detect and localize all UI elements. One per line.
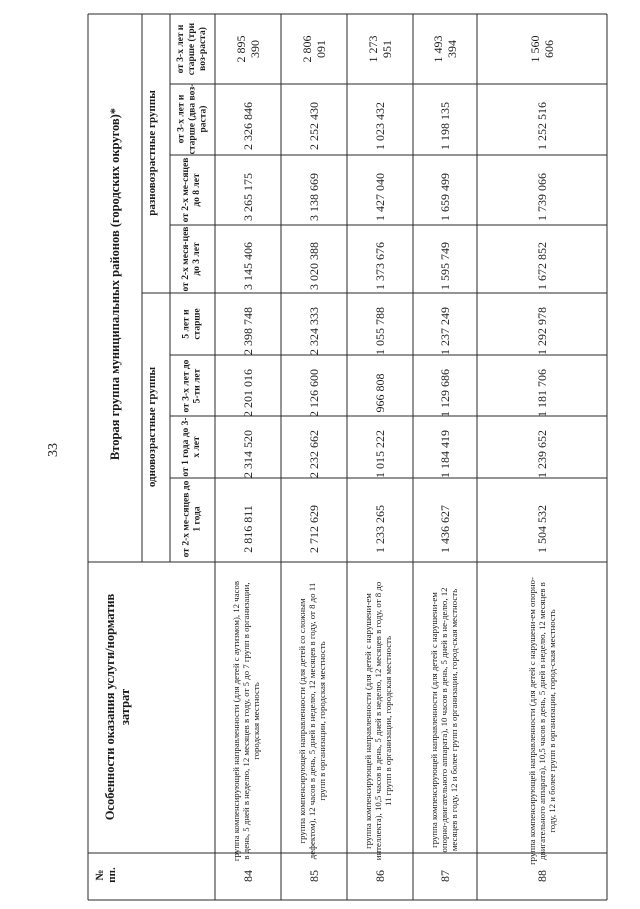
page-number: 33 [46, 443, 61, 457]
header-age-col-8: от 3-х лет и старше (три воз-раста) [175, 22, 208, 76]
row-number: 84 [240, 870, 255, 882]
row-description: группа компенсирующей направленности (для детей со сложным дефектом), 12 часов в день, 5 дней в неделю, 12 месяцев в году, от 8 до 11 групп в организации, городская местность [297, 582, 327, 860]
header-same-age: одновозрастные группы [146, 366, 158, 488]
row-value: 1 373 676 [373, 242, 387, 290]
row-value: 1 595 749 [438, 242, 452, 290]
header-mixed-age: разновозрастные группы [146, 90, 158, 216]
row-number: 87 [437, 870, 452, 882]
row-value: 2 126 600 [307, 369, 321, 417]
row-value: 1 739 066 [535, 173, 549, 221]
header-age-col-1: от 2-х ме-сяцев до 1 года [181, 480, 203, 558]
row-number: 85 [306, 870, 321, 882]
row-value: 3 265 175 [241, 173, 255, 221]
header-age-col-7: от 3-х лет и старше (два воз-раста) [176, 83, 208, 155]
row-value: 2 201 016 [241, 369, 255, 417]
header-group-title: Вторая группа муниципальных районов (городских округов)* [107, 107, 122, 461]
row-value: 1 015 222 [373, 430, 387, 478]
row-value: 1 493 394 [431, 35, 459, 63]
row-number: 86 [372, 870, 387, 882]
row-value: 3 138 669 [307, 173, 321, 221]
row-value: 1 184 419 [438, 430, 452, 478]
row-value: 1 023 432 [373, 102, 387, 150]
row-value: 2 252 430 [307, 102, 321, 150]
row-value: 1 233 265 [373, 505, 387, 553]
row-value: 1 055 788 [373, 307, 387, 355]
row-value: 1 659 499 [438, 173, 452, 221]
row-value: 966 808 [373, 373, 387, 413]
row-value: 2 232 662 [307, 430, 321, 478]
row-description: группа компенсирующей направленности (для детей с нарушени-ем интеллекта), 10,5 часов в день, 5 дней в неделю, 12 месяцев в году, от 8 до 11 групп в организации, городская местность [363, 581, 393, 861]
row-value: 2 895 390 [234, 35, 262, 63]
row-value: 1 504 532 [535, 505, 549, 553]
row-description: группа компенсирующей направленности (для детей с нарушени-ем опорно-двигательного аппарата), 10 часов в день, 5 дней в не-делю, 12 месяцев в году, 12 и более групп в организации, город-ская местность [429, 587, 459, 853]
row-value: 3 020 388 [307, 242, 321, 290]
row-value: 1 181 706 [535, 369, 549, 417]
header-age-col-6: от 2-х ме-сяцев до 8 лет [181, 157, 202, 223]
header-number: № пп. [94, 867, 118, 883]
row-value: 1 560 606 [528, 35, 556, 63]
row-value: 1 672 852 [535, 242, 549, 290]
row-value: 2 324 333 [307, 307, 321, 355]
row-value: 1 239 652 [535, 430, 549, 478]
row-value: 2 816 811 [241, 505, 255, 553]
header-features: Особенности оказания услуги/норматив затрат [103, 593, 132, 821]
row-value: 3 145 406 [241, 242, 255, 290]
row-value: 1 129 686 [438, 369, 452, 417]
row-value: 1 436 627 [438, 505, 452, 553]
row-value: 1 427 040 [373, 173, 387, 221]
row-description: группа компенсирующей направленности (для детей с нарушени-ем опорно-двигательного аппарата), 10,5 часов в день, 5 дней в неделю, 12 месяцев в году, 12 и более групп в организации, город-ская местность [527, 577, 557, 865]
row-value: 1 198 135 [438, 102, 452, 150]
row-value: 1 237 249 [438, 307, 452, 355]
row-value: 1 273 951 [366, 35, 394, 63]
row-value: 2 712 629 [307, 505, 321, 553]
row-value: 2 326 846 [241, 102, 255, 150]
header-age-col-5: от 2-х меся-цев до 3 лет [181, 226, 202, 292]
row-value: 1 292 978 [535, 307, 549, 355]
header-age-col-4: 5 лет и старше [181, 308, 203, 340]
row-value: 2 806 091 [300, 35, 328, 63]
header-age-col-2: от 1 года до 3-х лет [181, 417, 202, 477]
row-description: группа компенсирующей направленности (для детей с аутизмом), 12 часов в день, 5 дней в неделю, 12 месяцев в году, от 5 до 7 групп в организации, городская местность [231, 580, 261, 862]
row-value: 2 398 748 [241, 307, 255, 355]
row-number: 88 [534, 870, 549, 882]
header-age-col-3: от 3-х лет до 5-ти лет [181, 359, 203, 413]
row-value: 1 252 516 [535, 102, 549, 150]
row-value: 2 314 520 [241, 430, 255, 478]
